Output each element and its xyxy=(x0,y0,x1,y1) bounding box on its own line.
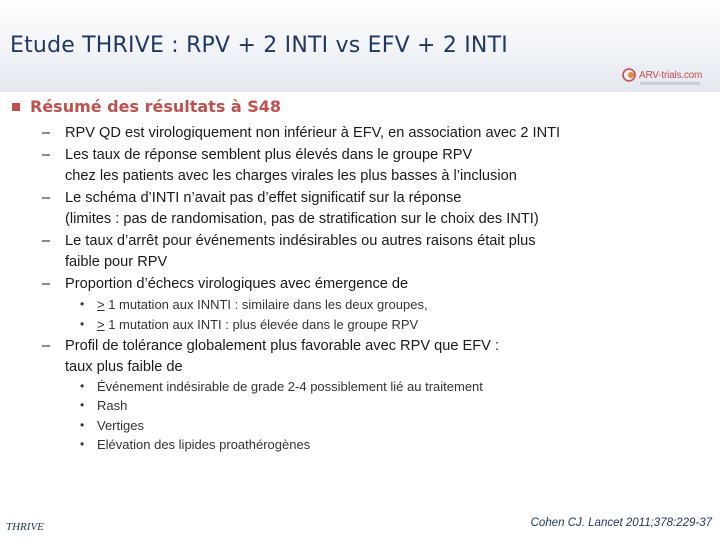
round-bullet-icon: • xyxy=(80,379,85,393)
sub-point-tolerance: Vertiges xyxy=(97,418,144,433)
point-line: Profil de tolérance globalement plus favorable avec RPV que EFV : xyxy=(65,338,500,354)
dash-bullet: – xyxy=(42,276,51,292)
section-heading: Résumé des résultats à S48 xyxy=(30,97,282,116)
footer-study-name: THRIVE xyxy=(6,521,44,533)
dash-bullet: – xyxy=(42,125,51,141)
round-bullet-icon: • xyxy=(80,317,85,331)
point-line: Proportion d’échecs virologiques avec émergence de xyxy=(65,276,409,292)
point-line: faible pour RPV xyxy=(65,254,168,270)
point-line: Le schéma d’INTI n’avait pas d’effet significatif sur la réponse xyxy=(65,190,462,206)
point-line: (limites : pas de randomisation, pas de stratification sur le choix des INTI) xyxy=(65,211,539,227)
dash-bullet: – xyxy=(42,190,51,206)
point-line: chez les patients avec les charges virales les plus basses à l’inclusion xyxy=(65,168,517,184)
dash-bullet: – xyxy=(42,147,51,163)
sub-point-tolerance: Rash xyxy=(97,398,128,413)
point-line: RPV QD est virologiquement non inférieur à EFV, en association avec 2 INTI xyxy=(65,125,561,141)
sub-point-tolerance: Elévation des lipides proathérogènes xyxy=(97,437,311,452)
point-line: Le taux d’arrêt pour événements indésirables ou autres raisons était plus xyxy=(65,233,536,249)
logo-text: ARV-trials.com xyxy=(639,69,703,81)
point-line: taux plus faible de xyxy=(65,359,183,375)
dash-bullet: – xyxy=(42,338,51,354)
point-line: Les taux de réponse semblent plus élevés dans le groupe RPV xyxy=(65,147,473,163)
sub-point-tolerance: Événement indésirable de grade 2-4 possiblement lié au traitement xyxy=(97,379,483,394)
round-bullet-icon: • xyxy=(80,297,85,311)
footer-reference: Cohen CJ. Lancet 2011;378:229-37 xyxy=(530,517,712,529)
sub-point-failure: > 1 mutation aux INTI : plus élevée dans le groupe RPV xyxy=(97,317,419,332)
round-bullet-icon: • xyxy=(80,398,85,412)
dash-bullet: – xyxy=(42,233,51,249)
slide-title: Etude THRIVE : RPV + 2 INTI vs EFV + 2 INTI xyxy=(10,33,508,58)
round-bullet-icon: • xyxy=(80,418,85,432)
sub-point-failure: > 1 mutation aux INNTI : similaire dans les deux groupes, xyxy=(97,297,428,312)
round-bullet-icon: • xyxy=(80,437,85,451)
